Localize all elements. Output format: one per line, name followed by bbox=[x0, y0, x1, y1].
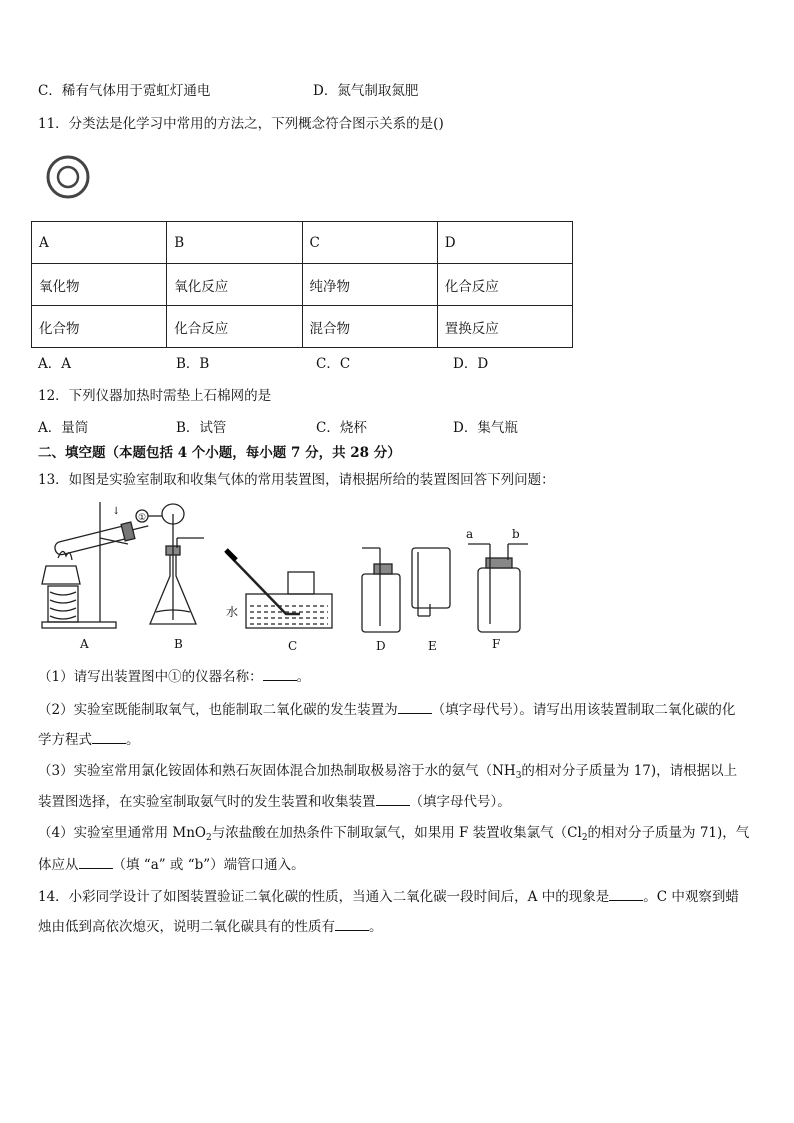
lab-apparatus-figure bbox=[38, 496, 528, 656]
q13-part2-line1 bbox=[38, 699, 735, 720]
q13-part3-line2 bbox=[38, 791, 511, 812]
answer-blank[interactable] bbox=[335, 916, 369, 931]
q14-text: 14．小彩同学设计了如图装置验证二氧化碳的性质，当通入二氧化碳一段时间后，A 中的现象是 bbox=[38, 889, 610, 905]
subscript: 2 bbox=[581, 833, 588, 843]
q13-part2-text-c: 学方程式 bbox=[38, 732, 92, 748]
q13-part4-text: （4）实验室里通常用 MnO bbox=[38, 825, 206, 841]
figure-label: F bbox=[492, 637, 501, 651]
q13-part4-text-d: 体应从 bbox=[38, 857, 79, 873]
svg-text:↓: ↓ bbox=[112, 506, 121, 517]
figure-label: D bbox=[376, 639, 386, 653]
subscript: 2 bbox=[205, 833, 212, 843]
figure-label: A bbox=[80, 637, 89, 651]
q11-option-b: B．B bbox=[176, 356, 210, 372]
q13-part2-end: 。 bbox=[126, 732, 140, 748]
table-cell: 化合反应 bbox=[437, 264, 572, 306]
q12-option-c: C．烧杯 bbox=[316, 420, 367, 436]
q13-part4-line1 bbox=[38, 823, 749, 848]
answer-blank[interactable] bbox=[92, 729, 126, 744]
q13-part3-end: （填字母代号）。 bbox=[409, 794, 511, 810]
q13-part1 bbox=[38, 666, 310, 687]
q13-part3-line1 bbox=[38, 761, 737, 786]
port-label-b: b bbox=[512, 527, 520, 541]
figure-label: E bbox=[428, 639, 437, 653]
q13-part4-text-b: 与浓盐酸在加热条件下制取氯气，如果用 F 装置收集氯气（Cl bbox=[211, 825, 582, 841]
q14-end: 。 bbox=[369, 919, 383, 935]
port-label-a: a bbox=[466, 527, 474, 541]
apparatus-a bbox=[42, 502, 150, 651]
table-cell: A bbox=[32, 222, 167, 264]
table-cell: 化合物 bbox=[32, 306, 167, 348]
q14-line1 bbox=[38, 886, 739, 907]
figure-label: B bbox=[174, 637, 183, 651]
table-cell: B bbox=[167, 222, 302, 264]
q13-part2-text-b: （填字母代号）。请写出用该装置制取二氧化碳的化 bbox=[431, 702, 736, 718]
table-cell: 混合物 bbox=[302, 306, 437, 348]
subscript: 3 bbox=[515, 771, 522, 781]
apparatus-e bbox=[412, 548, 450, 653]
table-cell: 置换反应 bbox=[437, 306, 572, 348]
table-cell: 氧化物 bbox=[32, 264, 167, 306]
q13-part2-text: （2）实验室既能制取氧气，也能制取二氧化碳的发生装置为 bbox=[38, 702, 398, 718]
water-label: 水 bbox=[226, 605, 239, 619]
q10-option-d: D．氮气制取氮肥 bbox=[313, 83, 419, 99]
table-cell: C bbox=[302, 222, 437, 264]
q13-part3-text-b: 的相对分子质量为 17)，请根据以上 bbox=[521, 763, 738, 779]
q13-stem: 13．如图是实验室制取和收集气体的常用装置图，请根据所给的装置图回答下列问题： bbox=[38, 472, 555, 488]
q10-option-c: C．稀有气体用于霓虹灯通电 bbox=[38, 83, 211, 99]
answer-blank[interactable] bbox=[376, 791, 410, 806]
table-cell: D bbox=[437, 222, 572, 264]
q13-part1-text: （1）请写出装置图中①的仪器名称： bbox=[38, 669, 263, 685]
q14-line2 bbox=[38, 916, 383, 937]
q14-text-b: 。C 中观察到蜡 bbox=[643, 889, 739, 905]
answer-blank[interactable] bbox=[398, 699, 432, 714]
table-cell: 氧化反应 bbox=[167, 264, 302, 306]
answer-blank[interactable] bbox=[79, 854, 113, 869]
q13-part2-line2 bbox=[38, 729, 140, 750]
q11-table bbox=[31, 221, 573, 348]
q11-option-a: A．A bbox=[38, 356, 71, 372]
q12-option-a: A．量筒 bbox=[38, 420, 89, 436]
table-cell: 纯净物 bbox=[302, 264, 437, 306]
answer-blank[interactable] bbox=[609, 886, 643, 901]
q13-part4-text-c: 的相对分子质量为 71)，气 bbox=[587, 825, 750, 841]
circled-one-marker: ① bbox=[138, 513, 147, 523]
table-row bbox=[32, 264, 573, 306]
q11-option-c: C．C bbox=[316, 356, 351, 372]
q12-option-b: B．试管 bbox=[176, 420, 227, 436]
apparatus-d bbox=[362, 548, 400, 653]
q12-option-d: D．集气瓶 bbox=[453, 420, 518, 436]
q11-option-d: D．D bbox=[453, 356, 489, 372]
apparatus-f bbox=[466, 527, 528, 651]
table-cell: 化合反应 bbox=[167, 306, 302, 348]
apparatus-c bbox=[226, 550, 332, 653]
q13-part1-end: 。 bbox=[296, 669, 311, 685]
q14-text-c: 烛由低到高依次熄灭，说明二氧化碳具有的性质有 bbox=[38, 919, 335, 935]
answer-blank[interactable] bbox=[263, 666, 297, 681]
table-header-row bbox=[32, 222, 573, 264]
q13-part3-text: （3）实验室常用氯化铵固体和熟石灰固体混合加热制取极易溶于水的氨气（NH bbox=[38, 763, 516, 779]
q11-stem: 11．分类法是化学习中常用的方法之，下列概念符合图示关系的是() bbox=[38, 116, 444, 132]
concentric-circles-figure bbox=[44, 153, 92, 201]
q13-part3-text-c: 装置图选择，在实验室制取氨气时的发生装置和收集装置 bbox=[38, 794, 376, 810]
q13-part4-line2 bbox=[38, 854, 305, 875]
section-heading: 二、填空题（本题包括 4 个小题，每小题 7 分，共 28 分） bbox=[38, 445, 401, 461]
q13-part4-end: （填 “a” 或 “b”）端管口通入。 bbox=[112, 857, 305, 873]
figure-label: C bbox=[288, 639, 298, 653]
q12-stem: 12．下列仪器加热时需垫上石棉网的是 bbox=[38, 388, 272, 404]
table-row bbox=[32, 306, 573, 348]
